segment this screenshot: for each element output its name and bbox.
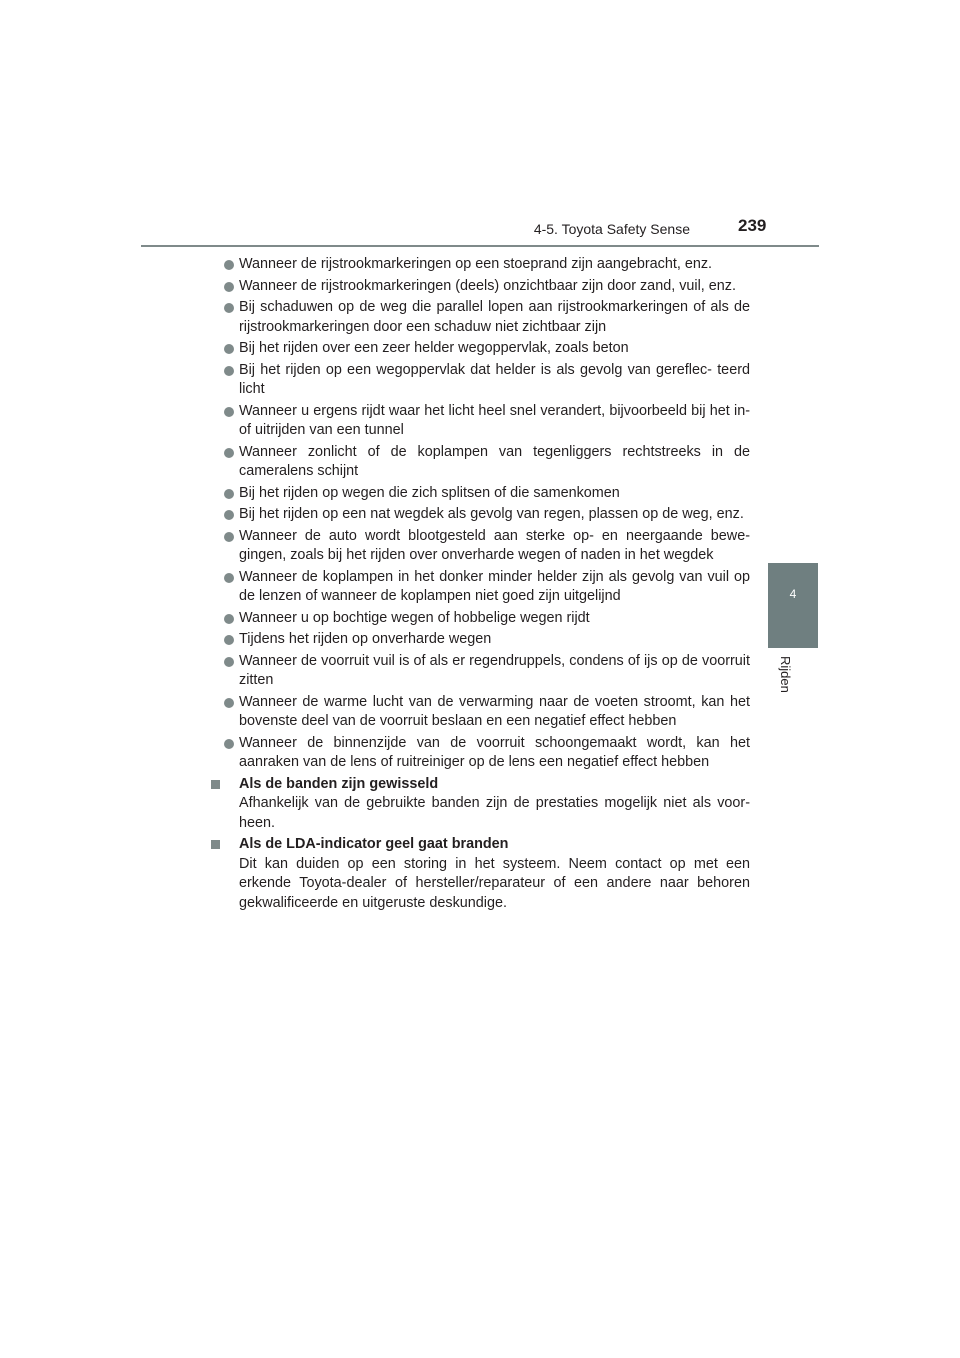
bullet-icon — [224, 532, 234, 542]
section-lda-indicator — [222, 835, 750, 913]
bullet-icon — [224, 407, 234, 417]
square-bullet-icon — [211, 840, 220, 849]
section-body: Afhankelijk van de gebruikte banden zijn de prestaties mogelijk niet als voor- heen. — [239, 795, 750, 831]
bullet-icon — [224, 698, 234, 708]
bullet-icon — [224, 260, 234, 270]
bullet-icon — [224, 489, 234, 499]
bullet-icon — [224, 448, 234, 458]
list-item: Bij het rijden op een wegoppervlak dat helder is als gevolg van gereflec- teerd licht — [222, 361, 750, 400]
main-content — [222, 255, 750, 915]
bullet-icon — [224, 303, 234, 313]
list-item: Wanneer de rijstrookmarkeringen op een stoeprand zijn aangebracht, enz. — [222, 255, 750, 275]
section-title: Als de LDA-indicator geel gaat branden — [239, 836, 509, 852]
list-item: Tijdens het rijden op onverharde wegen — [222, 630, 750, 650]
list-item: Wanneer zonlicht of de koplampen van tegenliggers rechtstreeks in de cameralens schijnt — [222, 443, 750, 482]
bullet-icon — [224, 344, 234, 354]
section-tyres-changed — [222, 775, 750, 834]
list-item: Wanneer u op bochtige wegen of hobbelige wegen rijdt — [222, 609, 750, 629]
bullet-icon — [224, 657, 234, 667]
section-body: Dit kan duiden op een storing in het systeem. Neem contact op met een erkende Toyota-dealer of hersteller/reparateur of een andere naar behoren gekwalificeerde en uitgeruste deskundige. — [239, 855, 750, 911]
chapter-label — [772, 652, 814, 712]
page-number: 239 — [738, 216, 767, 235]
list-item: Bij het rijden op wegen die zich splitsen of die samenkomen — [222, 484, 750, 504]
header-divider — [141, 245, 819, 247]
list-item: Bij het rijden over een zeer helder wegoppervlak, zoals beton — [222, 339, 750, 359]
header-section-title: 4-5. Toyota Safety Sense — [533, 221, 690, 237]
bullet-list — [222, 255, 750, 773]
list-item: Wanneer de auto wordt blootgesteld aan sterke op- en neergaande bewe- gingen, zoals bij het rijden over onverharde wegen of naden in het wegdek — [222, 527, 750, 566]
list-item: Bij schaduwen op de weg die parallel lopen aan rijstrookmarkeringen of als de rijstrookmarkeringen door een schaduw niet zichtbaar zijn — [222, 298, 750, 337]
list-item: Wanneer u ergens rijdt waar het licht heel snel verandert, bijvoorbeeld bij het in- of uitrijden van een tunnel — [222, 402, 750, 441]
list-item: Bij het rijden op een nat wegdek als gevolg van regen, plassen op de weg, enz. — [222, 505, 750, 525]
bullet-icon — [224, 739, 234, 749]
bullet-icon — [224, 635, 234, 645]
list-item: Wanneer de warme lucht van de verwarming naar de voeten stroomt, kan het bovenste deel van de voorruit beslaan en een negatief effect hebben — [222, 693, 750, 732]
bullet-icon — [224, 573, 234, 583]
list-item: Wanneer de koplampen in het donker minder helder zijn als gevolg van vuil op de lenzen of wanneer de koplampen niet goed zijn uitgelijnd — [222, 568, 750, 607]
chapter-title: Rijden — [778, 656, 793, 693]
chapter-number: 4 — [789, 587, 797, 601]
chapter-tab — [768, 563, 818, 648]
list-item: Wanneer de rijstrookmarkeringen (deels) onzichtbaar zijn door zand, vuil, enz. — [222, 277, 750, 297]
section-title: Als de banden zijn gewisseld — [239, 775, 439, 792]
bullet-icon — [224, 510, 234, 520]
bullet-icon — [224, 282, 234, 292]
bullet-icon — [224, 366, 234, 376]
list-item: Wanneer de binnenzijde van de voorruit schoongemaakt wordt, kan het aanraken van de lens of ruitreiniger op de lens een negatief effect hebben — [222, 734, 750, 773]
bullet-icon — [224, 614, 234, 624]
square-bullet-icon — [211, 780, 220, 789]
list-item: Wanneer de voorruit vuil is of als er regendruppels, condens of ijs op de voorruit zitten — [222, 652, 750, 691]
